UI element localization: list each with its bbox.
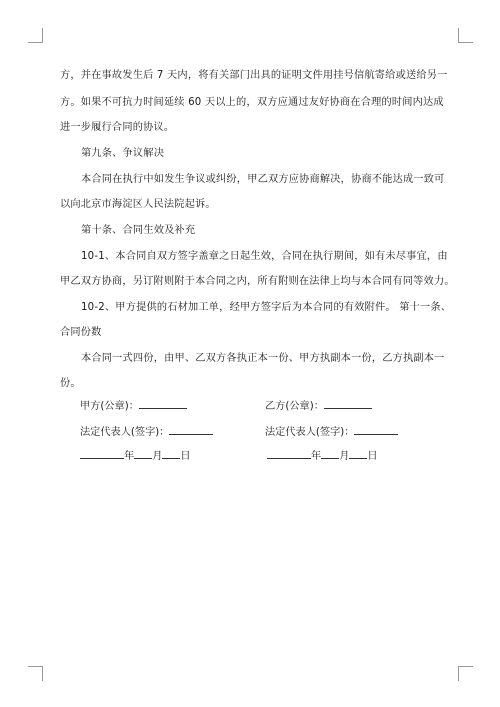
signature-blank[interactable] [324, 397, 372, 409]
paragraph-line: 方，并在事故发生后 7 天内，将有关部门出具的证明文件用挂号信航寄给或送给另一 [60, 70, 448, 81]
party-b-date-line [267, 447, 378, 465]
party-b-rep-label: 法定代表人(签字)： [265, 427, 355, 438]
party-a-rep-line [80, 423, 213, 441]
month-blank[interactable] [321, 447, 339, 459]
party-a-seal-label: 甲方(公章)： [80, 401, 139, 412]
crop-mark-top-right [458, 28, 473, 43]
paragraph-line: 10-2、甲方提供的石材加工单，经甲方签字后为本合同的有效附件。 第十一条、 [81, 302, 452, 313]
party-a-seal-line [80, 397, 187, 415]
month-blank[interactable] [134, 447, 152, 459]
month-label: 月 [152, 451, 163, 462]
section-heading-9: 第九条、争议解决 [81, 148, 165, 159]
section-heading-11: 合同份数 [60, 327, 102, 338]
party-a-date-line [80, 447, 191, 465]
day-blank[interactable] [349, 447, 367, 459]
crop-mark-top-left [28, 28, 43, 43]
paragraph-line: 方。如果不可抗力时间延续 60 天以上的，双方应通过友好协商在合理的时间内达成 [60, 97, 444, 108]
month-label: 月 [339, 451, 350, 462]
paragraph-line: 进一步履行合同的协议。 [60, 122, 175, 133]
party-a-rep-label: 法定代表人(签字)： [80, 427, 170, 438]
party-b-seal-line [265, 397, 372, 415]
year-label: 年 [311, 451, 322, 462]
day-label: 日 [367, 451, 378, 462]
day-label: 日 [180, 451, 191, 462]
crop-mark-bottom-left [28, 666, 43, 681]
crop-mark-bottom-right [458, 666, 473, 681]
paragraph-line: 本合同在执行中如发生争议或纠纷，甲乙双方应协商解决，协商不能达成一致可 [81, 174, 445, 185]
paragraph-line: 甲乙双方协商，另订附则附于本合同之内，所有附则在法律上均与本合同有同等效力。 [60, 276, 455, 287]
signature-blank[interactable] [169, 423, 213, 435]
year-blank[interactable] [267, 447, 311, 459]
party-b-rep-line [265, 423, 398, 441]
party-b-seal-label: 乙方(公章)： [265, 401, 324, 412]
paragraph-line: 以向北京市海淀区人民法院起诉。 [60, 199, 216, 210]
day-blank[interactable] [162, 447, 180, 459]
section-heading-10: 第十条、合同生效及补充 [81, 225, 196, 236]
paragraph-line: 份。 [60, 378, 81, 389]
year-label: 年 [124, 451, 135, 462]
year-blank[interactable] [80, 447, 124, 459]
signature-blank[interactable] [354, 423, 398, 435]
paragraph-line: 10-1、本合同自双方签字盖章之日起生效，合同在执行期间，如有未尽事宜，由 [81, 251, 448, 262]
paragraph-line: 本合同一式四份，由甲、乙双方各执正本一份、甲方执副本一份，乙方执副本一 [81, 353, 445, 364]
signature-blank[interactable] [139, 397, 187, 409]
